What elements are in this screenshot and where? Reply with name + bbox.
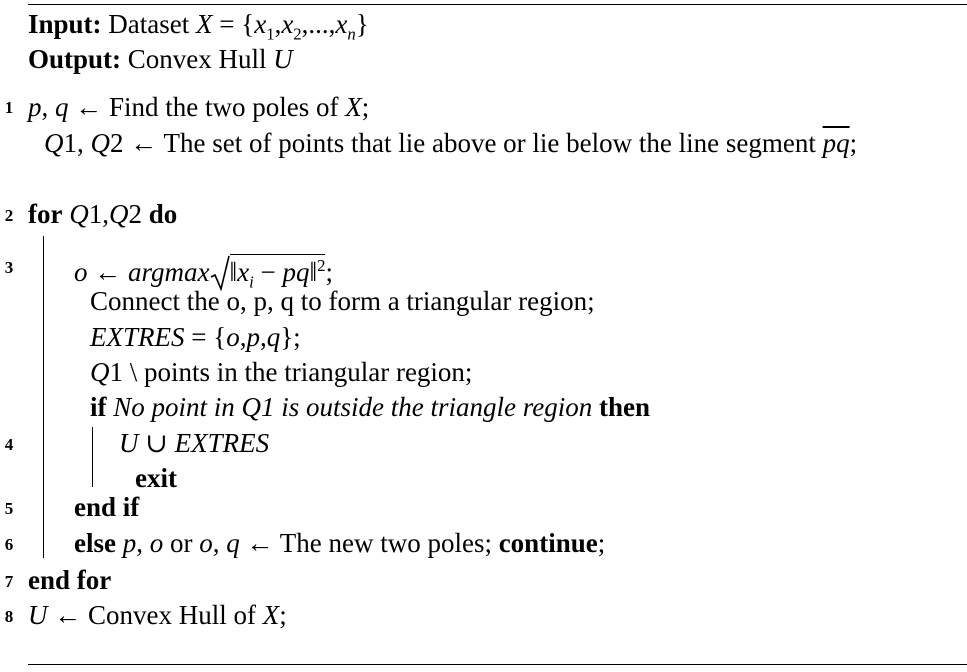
step-2: for Q1,Q2 do bbox=[28, 199, 178, 229]
top-rule bbox=[28, 4, 967, 5]
step-7: end for bbox=[28, 565, 112, 595]
line-number-1: 1 bbox=[4, 98, 14, 117]
for-block-bar bbox=[43, 236, 44, 558]
input-text: Dataset $X = \{x_1,x_2,...,x_n\}$ bbox=[108, 9, 369, 44]
step-3e: if No point in Q1 is outside the triangle region then bbox=[90, 392, 651, 422]
step-3: o ← argmax $‖x_i$ − pq‖$^2$; bbox=[74, 256, 333, 292]
line-number-7: 7 bbox=[4, 572, 14, 591]
step-1b: Q1, Q2 ← The set of points that lie above or lie below the line segment $\overline{pq}$; bbox=[44, 128, 858, 158]
line-number-3: 3 bbox=[4, 258, 14, 277]
input-label: Input: bbox=[28, 9, 102, 39]
output-text: Convex Hull U bbox=[127, 44, 293, 74]
step-4-exit: exit bbox=[135, 463, 177, 493]
step-8: U ← Convex Hull of X; bbox=[28, 600, 287, 630]
if-block-bar bbox=[92, 427, 93, 487]
line-number-2: 2 bbox=[4, 206, 14, 225]
line-number-8: 8 bbox=[4, 607, 14, 626]
step-5: end if bbox=[74, 492, 140, 522]
output-label: Output: bbox=[28, 44, 122, 74]
bottom-rule bbox=[28, 664, 967, 665]
line-number-6: 6 bbox=[4, 535, 14, 554]
step-6: else p, o or o, q ← The new two poles; continue; bbox=[74, 528, 606, 558]
line-number-4: 4 bbox=[4, 435, 14, 454]
step-4: U ∪ EXTRES bbox=[119, 428, 270, 458]
output-line bbox=[28, 43, 293, 75]
step-3c: EXTRES = {o,p,q}; bbox=[90, 322, 301, 352]
step-3b: Connect the o, p, q to form a triangular region; bbox=[90, 286, 595, 316]
line-number-5: 5 bbox=[4, 499, 14, 518]
step-3d: Q1 \ points in the triangular region; bbox=[90, 357, 473, 387]
step-1: p, q ← Find the two poles of X; bbox=[28, 92, 370, 122]
